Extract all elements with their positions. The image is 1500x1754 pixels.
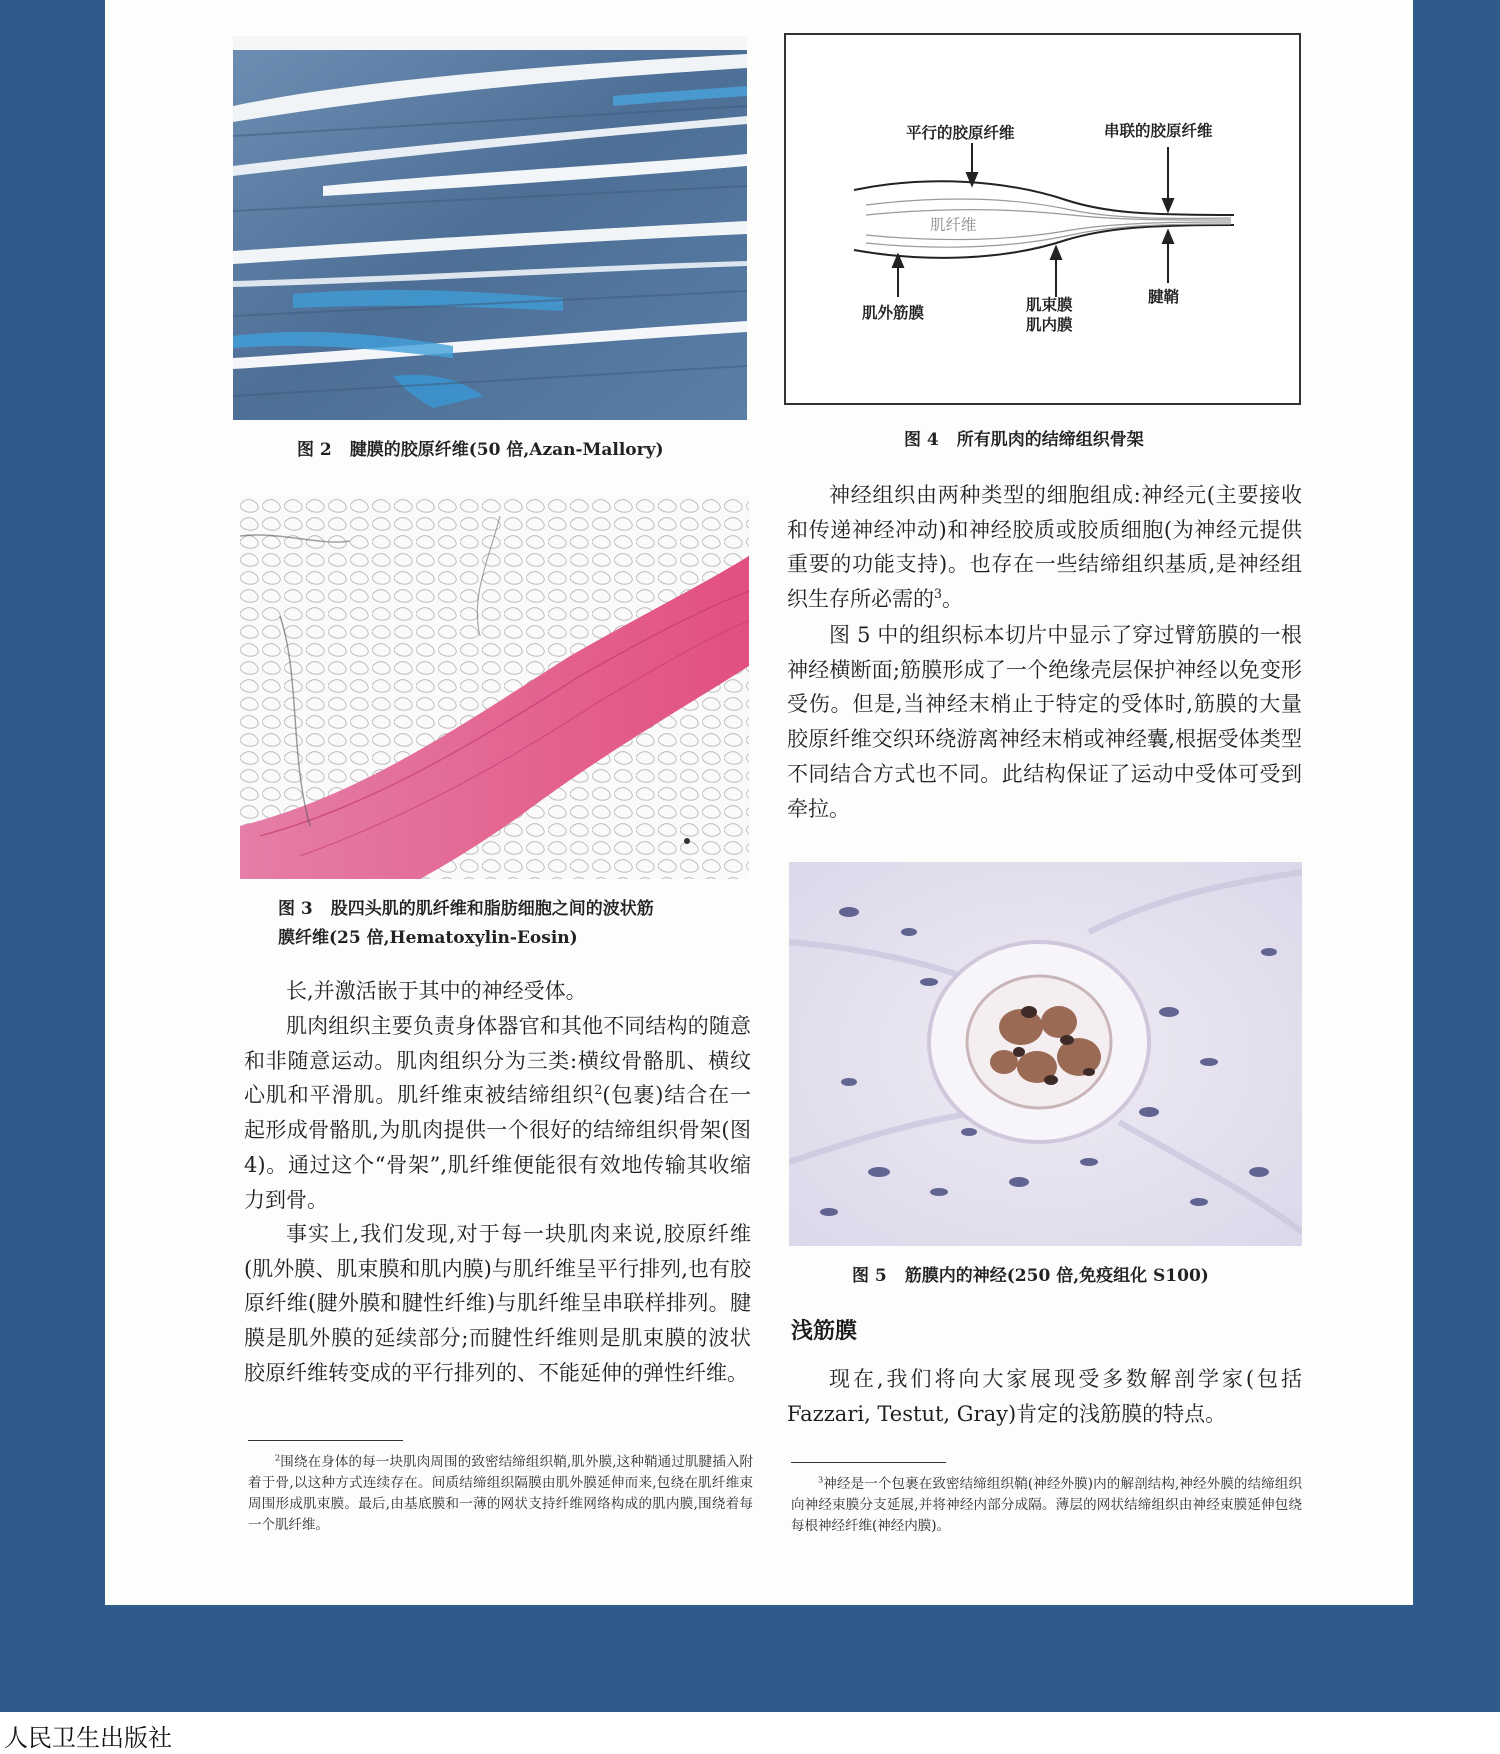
left-paragraph-1: 长,并激活嵌于其中的神经受体。 bbox=[286, 979, 587, 1003]
figure-2-caption-text: 腱膜的胶原纤维(50 倍,Azan-Mallory) bbox=[349, 440, 664, 460]
figure-4-number: 图 4 bbox=[904, 430, 939, 450]
right-footnote-number: 3 bbox=[818, 1474, 824, 1485]
left-paragraph-2 bbox=[244, 1009, 751, 1217]
figure-3-number: 图 3 bbox=[278, 899, 313, 919]
figure-2-caption bbox=[297, 436, 664, 465]
figure-2-number: 图 2 bbox=[297, 440, 332, 460]
label-parallel-collagen: 平行的胶原纤维 bbox=[906, 123, 1015, 142]
right-paragraph-1 bbox=[787, 478, 1302, 617]
right-paragraph-2: 图 5 中的组织标本切片中显示了穿过臂筋膜的一根神经横断面;筋膜形成了一个绝缘壳层保护神经以免变形受伤。但是,当神经末梢止于特定的受体时,筋膜的大量胶原纤维交织环绕游离神经末梢或神经囊,根据受体类型不同结合方式也不同。此结构保证了运动中受体可受到牵拉。 bbox=[787, 623, 1302, 821]
figure-4-caption bbox=[904, 426, 1144, 455]
label-tendon-sheath: 腱鞘 bbox=[1148, 287, 1180, 306]
right-footnote bbox=[791, 1474, 1302, 1537]
figure-4-diagram bbox=[784, 33, 1301, 405]
right-footnote-text: 神经是一个包裹在致密结缔组织鞘(神经外膜)内的解剖结构,神经外膜的结缔组织向神经束膜分支延展,并将神经内部分成隔。薄层的网状结缔组织由神经束膜延伸包绕每根神经纤维(神经内膜)。 bbox=[791, 1476, 1302, 1534]
figure-5-caption-text: 筋膜内的神经(250 倍,免疫组化 S100) bbox=[904, 1266, 1209, 1286]
figure-3-micrograph bbox=[240, 496, 749, 879]
figure-4-caption-text: 所有肌肉的结缔组织骨架 bbox=[956, 430, 1144, 450]
figure-3-caption-line1: 股四头肌的肌纤维和脂肪细胞之间的波状筋 bbox=[330, 899, 654, 919]
left-footnote-text: 围绕在身体的每一块肌肉周围的致密结缔组织鞘,肌外膜,这种鞘通过肌腱插入附着于骨,以这种方式连续存在。间质结缔组织隔膜由肌外膜延伸而来,包绕在肌纤维束周围形成肌束膜。最后,由基底膜和一薄的网状支持纤维网络构成的肌内膜,围绕着每一个肌纤维。 bbox=[248, 1454, 753, 1533]
figure-5-caption bbox=[852, 1262, 1209, 1291]
label-epimysium: 肌外筋膜 bbox=[862, 303, 925, 322]
right-footnote-rule bbox=[791, 1462, 946, 1463]
right-paragraph-1-part-b: 。 bbox=[942, 587, 964, 612]
footnote-ref-3: 3 bbox=[934, 586, 943, 602]
label-perimysium: 肌束膜 bbox=[1026, 295, 1073, 314]
figure-2-micrograph bbox=[233, 36, 747, 420]
left-paragraph-3: 事实上,我们发现,对于每一块肌肉来说,胶原纤维(肌外膜、肌束膜和肌内膜)与肌纤维呈平行排列,也有胶原纤维(腱外膜和腱性纤维)与肌纤维呈串联样排列。腱膜是肌外膜的延续部分;而腱性纤维则是肌束膜的波状胶原纤维转变成的平行排列的、不能延伸的弹性纤维。 bbox=[244, 1222, 751, 1385]
figure-5-number: 图 5 bbox=[852, 1266, 887, 1286]
right-paragraph-3: 现在,我们将向大家展现受多数解剖学家(包括 Fazzari, Testut, Gray)肯定的浅筋膜的特点。 bbox=[787, 1367, 1302, 1426]
label-endomysium: 肌内膜 bbox=[1026, 315, 1073, 334]
left-footnote-rule bbox=[248, 1440, 403, 1441]
publisher-label: 人民卫生出版社 bbox=[4, 1724, 172, 1752]
figure-3-caption-line2: 膜纤维(25 倍,Hematoxylin-Eosin) bbox=[278, 928, 578, 948]
figure-5-micrograph bbox=[789, 862, 1302, 1246]
left-footnote bbox=[248, 1452, 753, 1536]
right-paragraph-1-part-a: 神经组织由两种类型的细胞组成:神经元(主要接收和传递神经冲动)和神经胶质或胶质细胞(为神经元提供重要的功能支持)。也存在一些结缔组织基质,是神经组织生存所必需的 bbox=[787, 483, 1302, 612]
left-footnote-number: 2 bbox=[275, 1452, 281, 1463]
left-paragraph-2-part-a: 肌肉组织主要负责身体器官和其他不同结构的随意和非随意运动。肌肉组织分为三类:横纹骨骼肌、横纹心肌和平滑肌。肌纤维束被结缔组织 bbox=[244, 1014, 751, 1108]
figure-3-caption bbox=[278, 895, 654, 953]
left-paragraph-2-part-b: (包裹)结合在一起形成骨骼肌,为肌肉提供一个很好的结缔组织骨架(图 4)。通过这个“骨架”,肌纤维便能很有效地传输其收缩力到骨。 bbox=[244, 1083, 751, 1212]
footnote-ref-2: 2 bbox=[594, 1082, 603, 1098]
label-series-collagen: 串联的胶原纤维 bbox=[1104, 121, 1213, 140]
label-muscle-fiber: 肌纤维 bbox=[930, 216, 977, 234]
section-heading-superficial-fascia: 浅筋膜 bbox=[791, 1318, 858, 1344]
